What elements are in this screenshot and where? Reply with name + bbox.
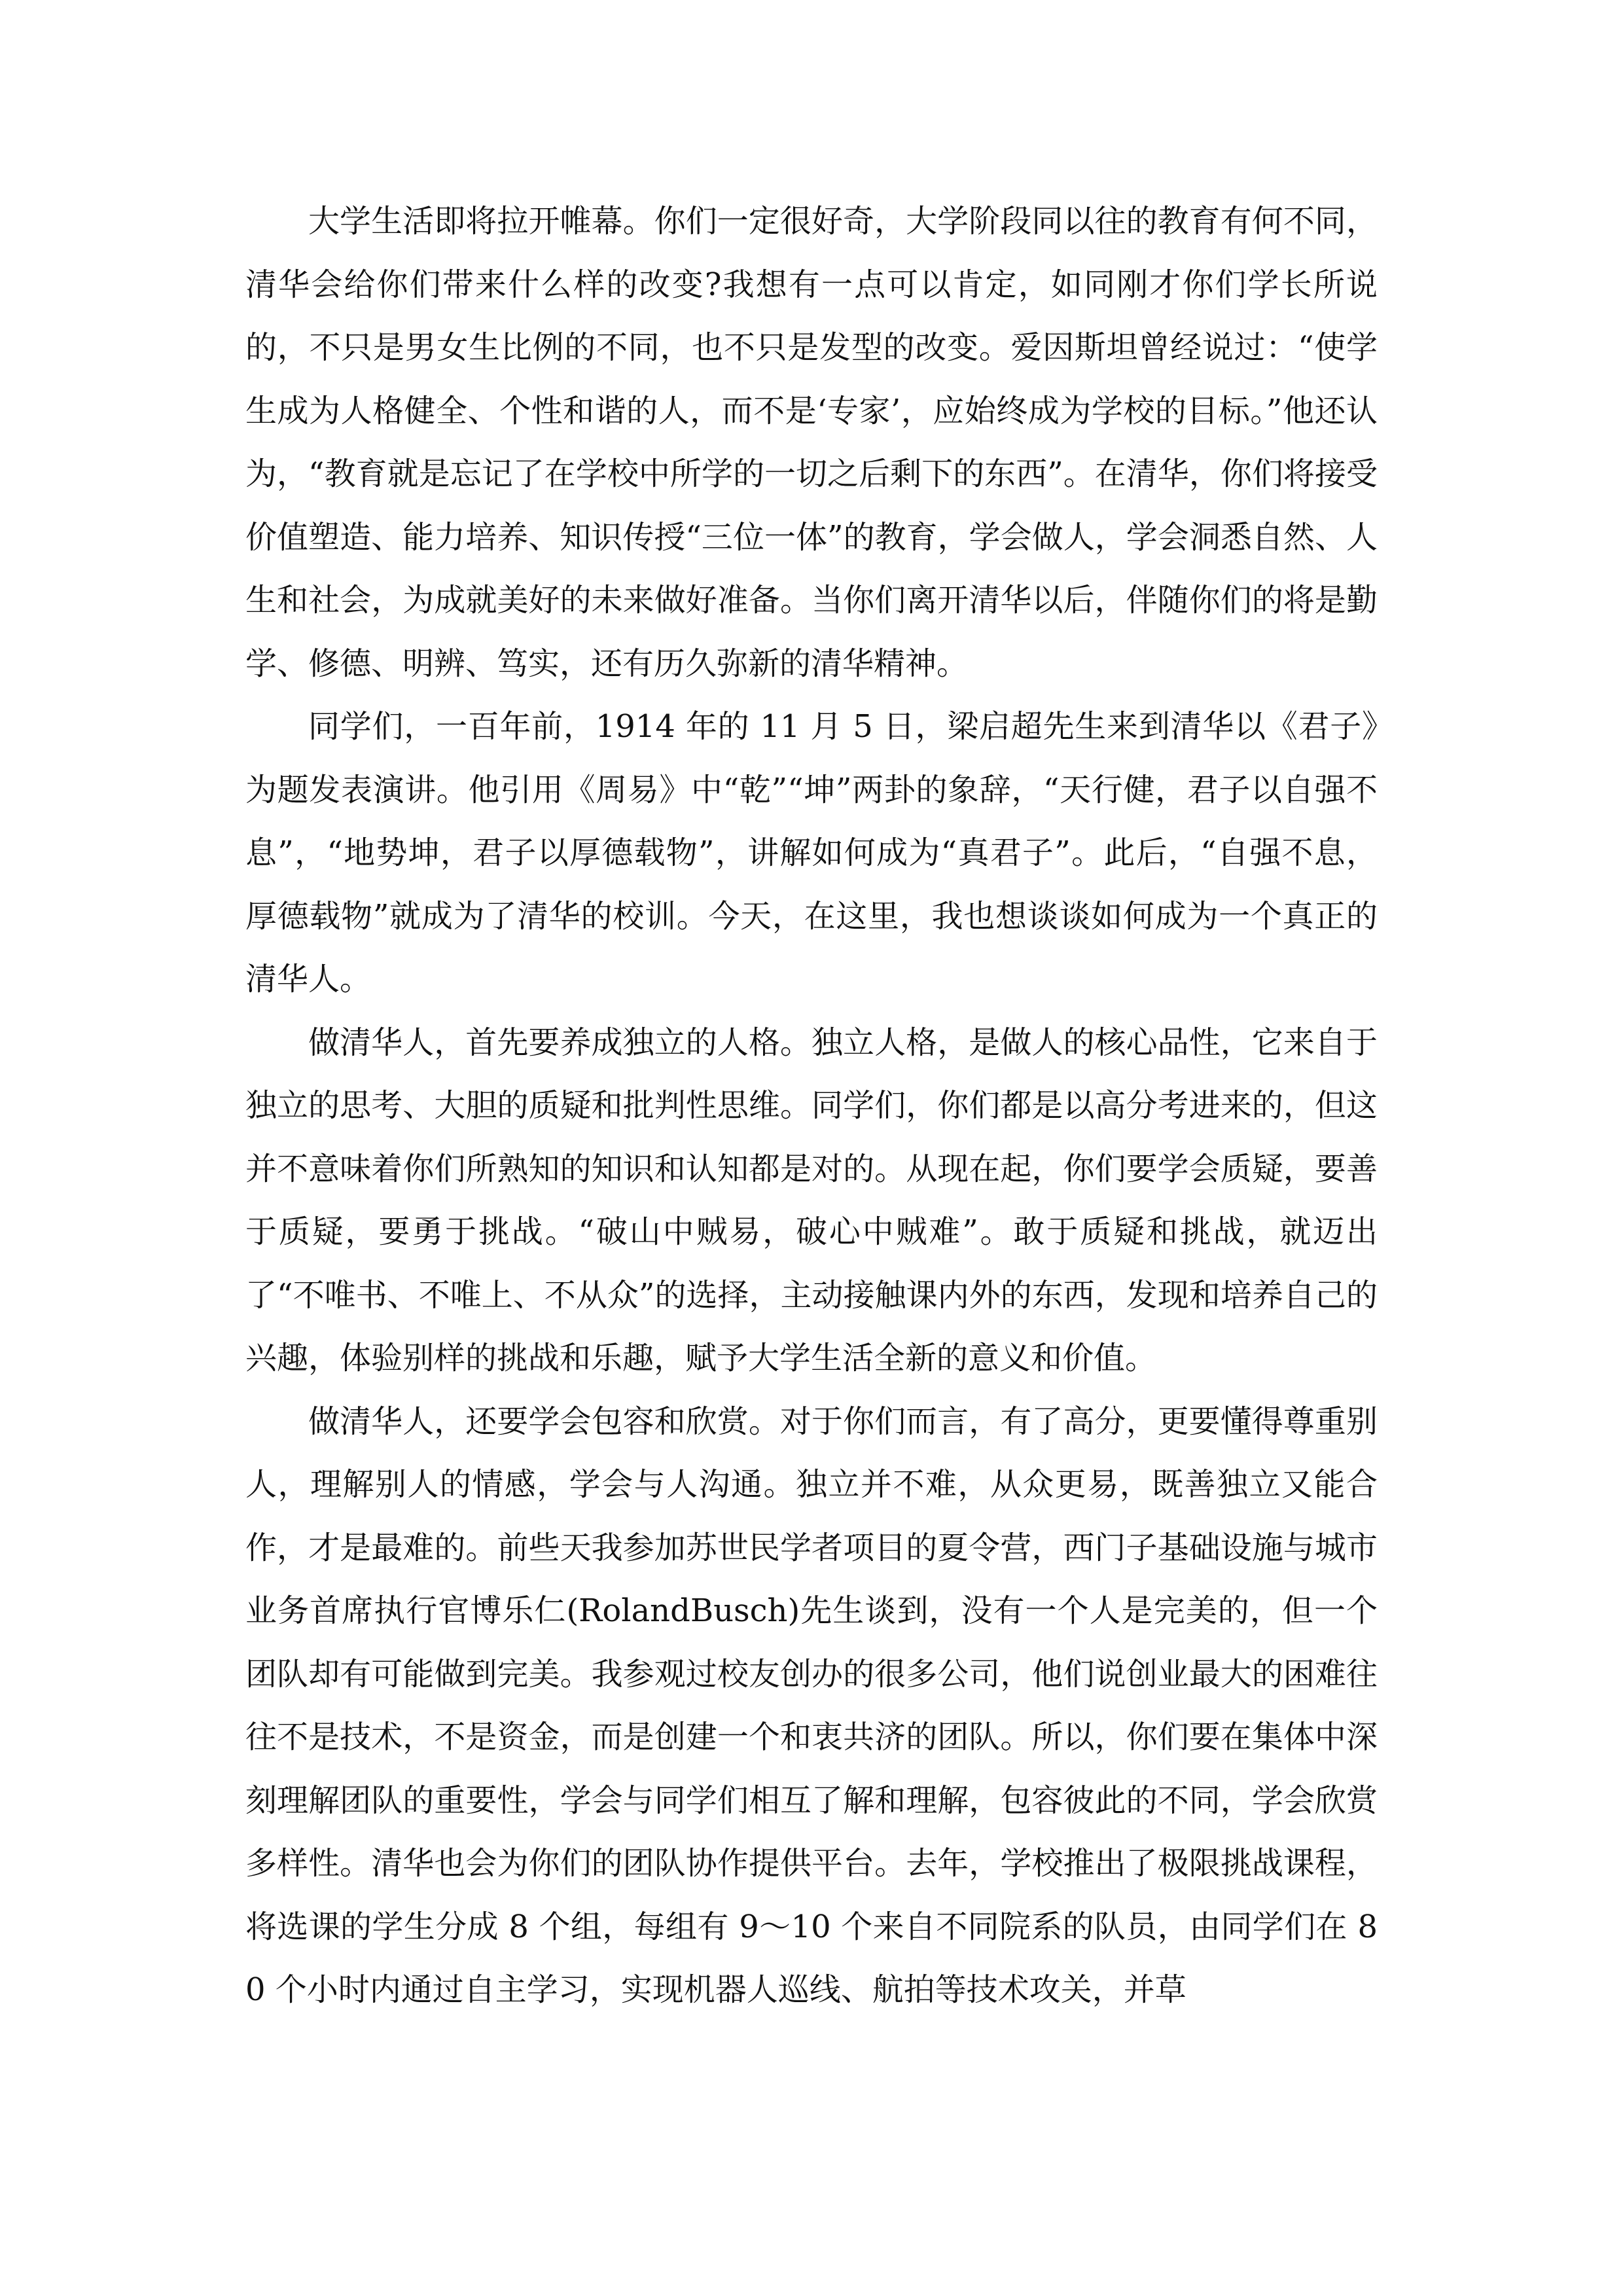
body-text — [245, 190, 1378, 2022]
paragraph-3: 做清华人，首先要养成独立的人格。独立人格，是做人的核心品性，它来自于独立的思考、大胆的质疑和批判性思维。同学们，你们都是以高分考进来的，但这并不意味着你们所熟知的知识和认知都是对的。从现在起，你们要学会质疑，要善于质疑，要勇于挑战。“破山中贼易，破心中贼难”。敢于质疑和挑战，就迈出了“不唯书、不唯上、不从众”的选择，主动接触课内外的东西，发现和培养自己的兴趣，体验别样的挑战和乐趣，赋予大学生活全新的意义和价值。 — [245, 1024, 1378, 1376]
paragraph-1: 大学生活即将拉开帷幕。你们一定很好奇，大学阶段同以往的教育有何不同，清华会给你们带来什么样的改变?我想有一点可以肯定，如同刚才你们学长所说的，不只是男女生比例的不同，也不只是发型的改变。爱因斯坦曾经说过：“使学生成为人格健全、个性和谐的人，而不是‘专家’，应始终成为学校的目标。”他还认为，“教育就是忘记了在学校中所学的一切之后剩下的东西”。在清华，你们将接受价值塑造、能力培养、知识传授“三位一体”的教育，学会做人，学会洞悉自然、人生和社会，为成就美好的未来做好准备。当你们离开清华以后，伴随你们的将是勤学、修德、明辨、笃实，还有历久弥新的清华精神。 — [245, 203, 1378, 682]
paragraph-4: 做清华人，还要学会包容和欣赏。对于你们而言，有了高分，更要懂得尊重别人，理解别人的情感，学会与人沟通。独立并不难，从众更易，既善独立又能合作，才是最难的。前些天我参加苏世民学者项目的夏令营，西门子基础设施与城市业务首席执行官博乐仁(RolandBusch)先生谈到，没有一个人是完美的，但一个团队却有可能做到完美。我参观过校友创办的很多公司，他们说创业最大的困难往往不是技术，不是资金，而是创建一个和衷共济的团队。所以，你们要在集体中深刻理解团队的重要性，学会与同学们相互了解和理解，包容彼此的不同，学会欣赏多样性。清华也会为你们的团队协作提供平台。去年，学校推出了极限挑战课程，将选课的学生分成 8 个组，每组有 9～10 个来自不同院系的队员，由同学们在 80 个小时内通过自主学习，实现机器人巡线、航拍等技术攻关，并草 — [245, 1403, 1378, 2008]
paragraph-2: 同学们，一百年前，1914 年的 11 月 5 日，梁启超先生来到清华以《君子》为题发表演讲。他引用《周易》中“乾”“坤”两卦的象辞，“天行健，君子以自强不息”，“地势坤，君子以厚德载物”，讲解如何成为“真君子”。此后，“自强不息，厚德载物”就成为了清华的校训。今天，在这里，我也想谈谈如何成为一个真正的清华人。 — [245, 708, 1378, 997]
